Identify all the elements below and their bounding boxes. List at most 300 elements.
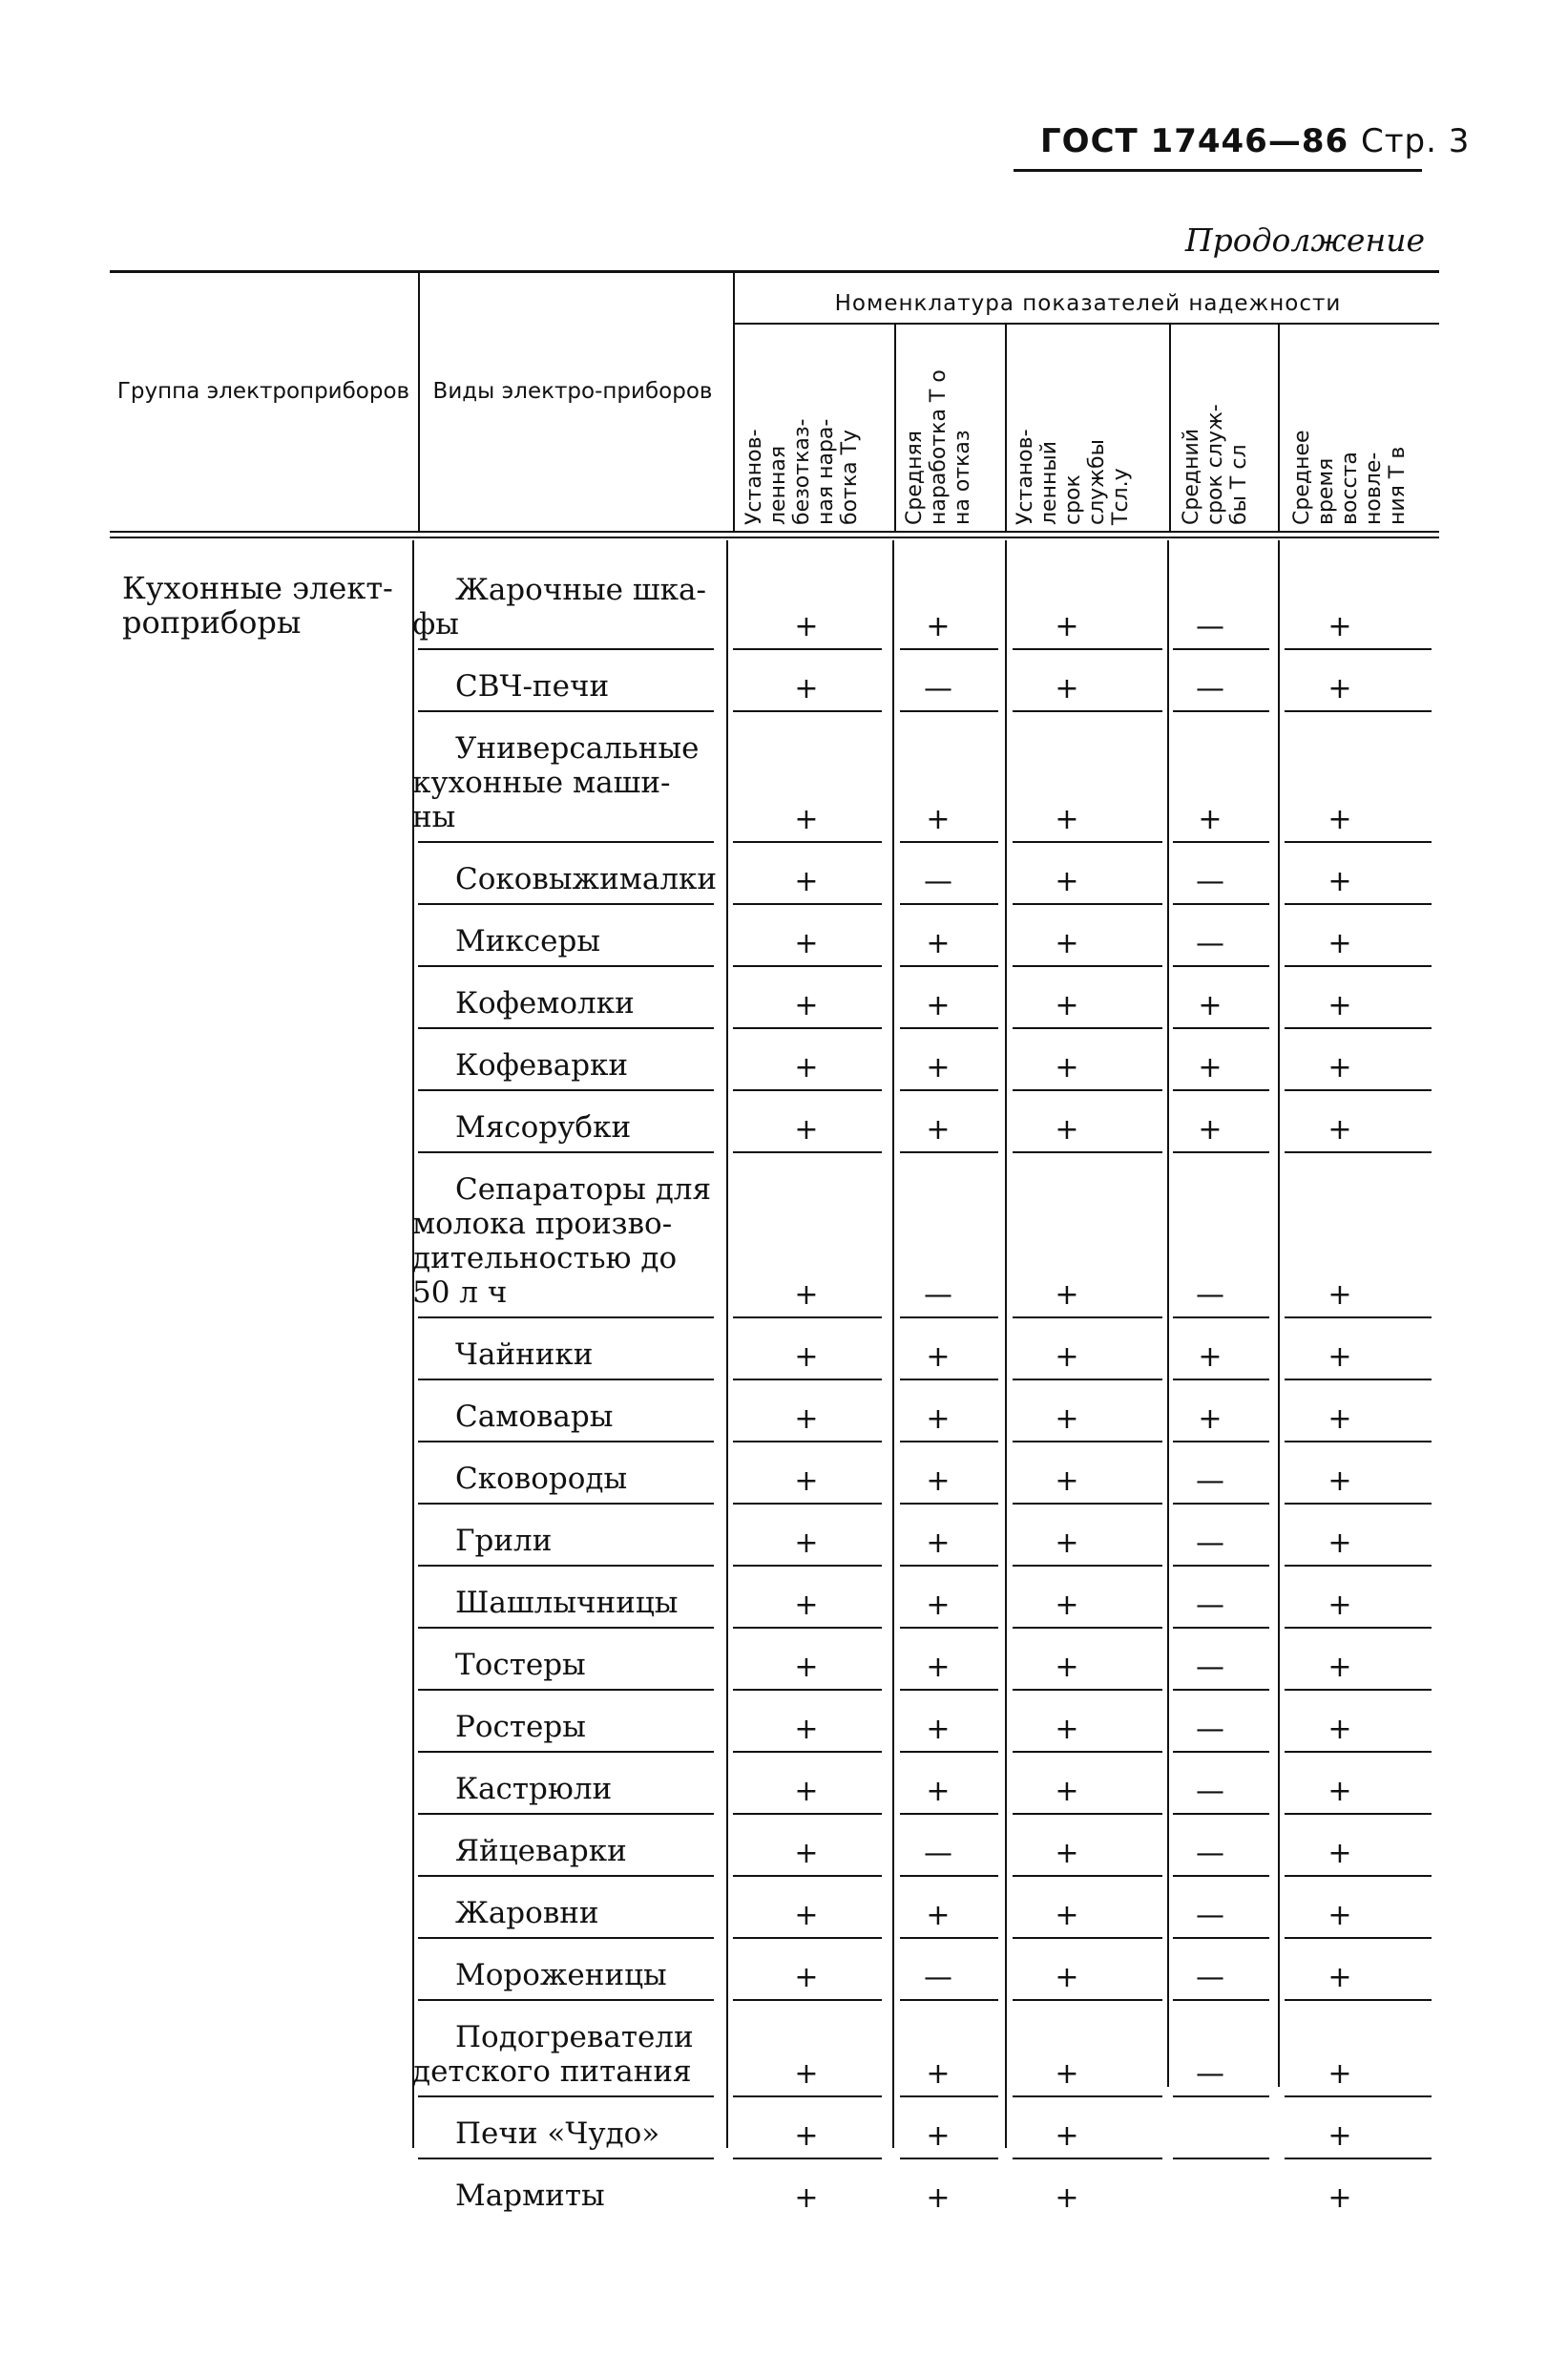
row-rule bbox=[1013, 1151, 1162, 1153]
mark-cell: + bbox=[1328, 2119, 1352, 2153]
row-rule bbox=[1285, 1999, 1432, 2001]
mark-cell: + bbox=[1055, 1113, 1079, 1147]
row-rule bbox=[900, 1689, 998, 1691]
nomenclature-header: Номенклатура показателей надежности bbox=[834, 291, 1342, 316]
row-rule bbox=[1285, 2158, 1432, 2159]
nomenclature-rule bbox=[733, 323, 1439, 325]
row-rule bbox=[418, 841, 714, 843]
mark-cell: — bbox=[1196, 2057, 1224, 2091]
mark-cell: + bbox=[794, 2181, 819, 2215]
row-name-line: Жарочные шка- bbox=[455, 573, 707, 607]
row-name bbox=[412, 1172, 718, 1310]
mark-cell: + bbox=[794, 1278, 819, 1312]
row-name bbox=[412, 1048, 718, 1083]
indicator-header-3: Установ- ленный срок службы Тсл.у bbox=[1014, 429, 1133, 525]
row-rule bbox=[1285, 648, 1432, 650]
row-rule bbox=[900, 965, 998, 967]
mark-cell: + bbox=[1055, 989, 1079, 1022]
row-rule bbox=[733, 903, 882, 905]
header-underline bbox=[1014, 169, 1422, 172]
col-divider-header-2 bbox=[733, 273, 735, 531]
row-rule bbox=[1173, 1379, 1269, 1380]
row-name-line: Печи «Чудо» bbox=[455, 2116, 660, 2151]
row-rule bbox=[1013, 2158, 1162, 2159]
row-rule bbox=[418, 1379, 714, 1380]
row-rule bbox=[1173, 1627, 1269, 1629]
row-name-line: Сковороды bbox=[455, 1462, 628, 1496]
row-name-line: Шашлычницы bbox=[455, 1586, 679, 1620]
mark-cell: + bbox=[794, 1051, 819, 1084]
row-rule bbox=[1013, 1689, 1162, 1691]
group-name bbox=[122, 571, 408, 640]
row-rule bbox=[418, 2095, 714, 2097]
mark-cell: + bbox=[926, 927, 951, 960]
mark-cell: + bbox=[1055, 1961, 1079, 1994]
mark-cell: + bbox=[926, 1775, 951, 1808]
mark-cell: + bbox=[1328, 1402, 1352, 1436]
row-rule bbox=[1013, 710, 1162, 712]
row-rule bbox=[733, 2158, 882, 2159]
row-rule bbox=[418, 2158, 714, 2159]
mark-cell: + bbox=[1328, 927, 1352, 960]
row-rule bbox=[733, 1441, 882, 1442]
mark-cell: + bbox=[926, 1340, 951, 1374]
row-rule bbox=[1013, 1503, 1162, 1505]
row-rule bbox=[1013, 1813, 1162, 1815]
row-rule bbox=[733, 1689, 882, 1691]
row-name bbox=[412, 1524, 718, 1558]
mark-cell: + bbox=[926, 1402, 951, 1436]
mark-cell: + bbox=[1055, 1775, 1079, 1808]
row-name bbox=[412, 1462, 718, 1496]
row-rule bbox=[418, 648, 714, 650]
row-name-line: дительностью до bbox=[412, 1241, 678, 1275]
indicator-header-1: Установ- ленная безотказ- ная нара- ботка Ту bbox=[742, 418, 862, 525]
row-rule bbox=[418, 1316, 714, 1318]
mark-cell: + bbox=[794, 865, 819, 898]
row-name-line: ны bbox=[412, 800, 456, 834]
row-rule bbox=[900, 1441, 998, 1442]
row-rule bbox=[418, 903, 714, 905]
row-rule bbox=[1173, 1999, 1269, 2001]
row-rule bbox=[1013, 965, 1162, 967]
row-rule bbox=[900, 648, 998, 650]
col-divider-header-6 bbox=[1278, 325, 1280, 531]
row-rule bbox=[1285, 1089, 1432, 1091]
row-rule bbox=[1173, 1089, 1269, 1091]
row-name-line: детского питания bbox=[412, 2054, 692, 2089]
row-rule bbox=[1173, 1441, 1269, 1442]
row-rule bbox=[733, 710, 882, 712]
mark-cell: — bbox=[1196, 1775, 1224, 1808]
mark-cell: + bbox=[1055, 1837, 1079, 1870]
row-rule bbox=[733, 1503, 882, 1505]
indicator-header-2: Средняя наработка Т о на отказ bbox=[903, 369, 974, 525]
row-rule bbox=[1173, 841, 1269, 843]
mark-cell: + bbox=[1328, 1899, 1352, 1932]
col-divider-body-6 bbox=[1278, 540, 1280, 2087]
mark-cell: + bbox=[1328, 1713, 1352, 1746]
row-rule bbox=[733, 1089, 882, 1091]
row-rule bbox=[900, 1751, 998, 1753]
row-rule bbox=[1285, 1565, 1432, 1567]
col-divider-header-5 bbox=[1169, 325, 1171, 531]
row-name bbox=[412, 1110, 718, 1145]
mark-cell: + bbox=[926, 1051, 951, 1084]
indicator-header-4: Средний срок служ- бы Т сл bbox=[1180, 404, 1251, 525]
mark-cell: + bbox=[1055, 1526, 1079, 1560]
row-rule bbox=[418, 1627, 714, 1629]
row-rule bbox=[1013, 1027, 1162, 1029]
row-name bbox=[412, 1586, 718, 1620]
row-rule bbox=[900, 710, 998, 712]
row-rule bbox=[733, 1027, 882, 1029]
row-name-line: Мармиты bbox=[455, 2179, 605, 2213]
row-rule bbox=[1173, 2158, 1269, 2159]
row-name bbox=[412, 862, 718, 896]
row-rule bbox=[733, 965, 882, 967]
mark-cell: + bbox=[1328, 1051, 1352, 1084]
row-rule bbox=[1285, 1875, 1432, 1877]
row-rule bbox=[900, 1379, 998, 1380]
row-rule bbox=[1285, 1151, 1432, 1153]
row-rule bbox=[1013, 1379, 1162, 1380]
row-name-line: Кастрюли bbox=[455, 1772, 613, 1806]
header-rule-2 bbox=[110, 537, 1439, 538]
mark-cell: + bbox=[794, 1651, 819, 1684]
row-rule bbox=[1013, 2095, 1162, 2097]
row-name-line: Соковыжималки bbox=[455, 862, 718, 896]
page-number: Стр. 3 bbox=[1361, 122, 1471, 160]
row-rule bbox=[733, 1379, 882, 1380]
row-name-line: Грили bbox=[455, 1524, 553, 1558]
mark-cell: + bbox=[794, 1464, 819, 1498]
row-rule bbox=[418, 1565, 714, 1567]
mark-cell: + bbox=[1328, 1340, 1352, 1374]
mark-cell: — bbox=[1196, 1837, 1224, 1870]
mark-cell: + bbox=[1328, 2057, 1352, 2091]
row-rule bbox=[1285, 1441, 1432, 1442]
mark-cell: + bbox=[1328, 803, 1352, 836]
row-name-line: Кофемолки bbox=[455, 986, 635, 1021]
row-rule bbox=[1013, 648, 1162, 650]
row-name-line: СВЧ-печи bbox=[455, 669, 610, 704]
mark-cell: + bbox=[794, 989, 819, 1022]
row-rule bbox=[418, 710, 714, 712]
row-rule bbox=[900, 1627, 998, 1629]
mark-cell: — bbox=[1196, 1278, 1224, 1312]
mark-cell: + bbox=[794, 1340, 819, 1374]
mark-cell: + bbox=[926, 1899, 951, 1932]
mark-cell: + bbox=[926, 2057, 951, 2091]
row-rule bbox=[1173, 1151, 1269, 1153]
row-rule bbox=[1173, 1813, 1269, 1815]
row-name-line: Кофеварки bbox=[455, 1048, 629, 1083]
row-rule bbox=[1285, 1751, 1432, 1753]
row-rule bbox=[418, 1151, 714, 1153]
row-name bbox=[412, 1834, 718, 1868]
mark-cell: — bbox=[924, 1837, 952, 1870]
mark-cell: + bbox=[794, 1402, 819, 1436]
mark-cell: + bbox=[1055, 927, 1079, 960]
mark-cell: — bbox=[924, 672, 952, 705]
col-divider-header-1 bbox=[418, 273, 420, 531]
row-rule bbox=[900, 1151, 998, 1153]
standard-number: ГОСТ 17446—86 bbox=[1040, 122, 1349, 160]
row-rule bbox=[900, 1565, 998, 1567]
mark-cell: — bbox=[924, 865, 952, 898]
row-rule bbox=[900, 1999, 998, 2001]
mark-cell: + bbox=[1055, 1402, 1079, 1436]
row-rule bbox=[418, 1441, 714, 1442]
row-rule bbox=[900, 841, 998, 843]
mark-cell: + bbox=[1198, 1113, 1223, 1147]
row-name bbox=[412, 1896, 718, 1930]
row-rule bbox=[733, 1999, 882, 2001]
mark-cell: — bbox=[1196, 865, 1224, 898]
mark-cell: + bbox=[794, 1113, 819, 1147]
mark-cell: — bbox=[1196, 1526, 1224, 1560]
row-rule bbox=[900, 1503, 998, 1505]
row-rule bbox=[733, 1813, 882, 1815]
mark-cell: + bbox=[1328, 672, 1352, 705]
mark-cell: + bbox=[926, 1113, 951, 1147]
row-name bbox=[412, 1958, 718, 1992]
row-rule bbox=[733, 1875, 882, 1877]
row-name-line: Жаровни bbox=[455, 1896, 599, 1930]
row-rule bbox=[733, 1565, 882, 1567]
row-rule bbox=[733, 648, 882, 650]
mark-cell: + bbox=[1328, 1961, 1352, 1994]
mark-cell: + bbox=[794, 1713, 819, 1746]
types-column-header-text: Виды электро-приборов bbox=[432, 379, 713, 404]
mark-cell: + bbox=[926, 1464, 951, 1498]
row-rule bbox=[900, 1813, 998, 1815]
mark-cell: + bbox=[794, 803, 819, 836]
row-rule bbox=[1173, 2095, 1269, 2097]
mark-cell: — bbox=[1196, 1713, 1224, 1746]
mark-cell: + bbox=[1055, 1651, 1079, 1684]
mark-cell: + bbox=[1198, 1402, 1223, 1436]
row-name-line: Универсальные bbox=[455, 731, 700, 766]
row-rule bbox=[733, 1316, 882, 1318]
mark-cell: + bbox=[926, 2181, 951, 2215]
row-rule bbox=[1173, 1937, 1269, 1939]
row-rule bbox=[1173, 965, 1269, 967]
mark-cell: + bbox=[1055, 2057, 1079, 2091]
row-name bbox=[412, 2020, 718, 2089]
row-rule bbox=[733, 1151, 882, 1153]
row-rule bbox=[1013, 1316, 1162, 1318]
row-rule bbox=[733, 841, 882, 843]
mark-cell: + bbox=[1198, 1340, 1223, 1374]
row-name bbox=[412, 669, 718, 704]
mark-cell: + bbox=[1055, 1278, 1079, 1312]
row-name-line: Самовары bbox=[455, 1400, 614, 1434]
row-rule bbox=[733, 2095, 882, 2097]
row-rule bbox=[900, 2158, 998, 2159]
row-name-line: Ростеры bbox=[455, 1710, 586, 1744]
mark-cell: — bbox=[1196, 672, 1224, 705]
row-rule bbox=[1013, 1627, 1162, 1629]
col-divider-body-5 bbox=[1167, 540, 1169, 2087]
row-rule bbox=[1013, 1751, 1162, 1753]
row-name bbox=[412, 2179, 718, 2213]
mark-cell: + bbox=[926, 1589, 951, 1622]
row-rule bbox=[1013, 841, 1162, 843]
row-name-line: молока произво- bbox=[412, 1207, 673, 1241]
row-rule bbox=[418, 1503, 714, 1505]
row-name bbox=[412, 573, 718, 642]
mark-cell: — bbox=[924, 1961, 952, 1994]
row-rule bbox=[900, 903, 998, 905]
row-rule bbox=[418, 1751, 714, 1753]
row-rule bbox=[1013, 1565, 1162, 1567]
row-rule bbox=[900, 1027, 998, 1029]
mark-cell: + bbox=[1055, 2119, 1079, 2153]
mark-cell: + bbox=[1198, 803, 1223, 836]
page-header bbox=[1040, 122, 1470, 160]
col-divider-body-2 bbox=[726, 540, 728, 2148]
mark-cell: + bbox=[794, 1899, 819, 1932]
mark-cell: + bbox=[1055, 1899, 1079, 1932]
mark-cell: + bbox=[1055, 1340, 1079, 1374]
mark-cell: + bbox=[1055, 1464, 1079, 1498]
continuation-label: Продолжение bbox=[1184, 221, 1425, 259]
row-rule bbox=[1285, 1937, 1432, 1939]
row-rule bbox=[418, 1813, 714, 1815]
mark-cell: + bbox=[794, 1837, 819, 1870]
row-rule bbox=[1285, 903, 1432, 905]
row-rule bbox=[1013, 903, 1162, 905]
col-divider-body-3 bbox=[892, 540, 894, 2148]
mark-cell: — bbox=[924, 1278, 952, 1312]
mark-cell: + bbox=[794, 2057, 819, 2091]
row-rule bbox=[733, 1937, 882, 1939]
mark-cell: + bbox=[1328, 1113, 1352, 1147]
row-rule bbox=[900, 1875, 998, 1877]
col-divider-header-3 bbox=[894, 325, 896, 531]
mark-cell: + bbox=[1328, 1526, 1352, 1560]
mark-cell: + bbox=[1055, 672, 1079, 705]
row-name-line: Сепараторы для bbox=[455, 1172, 712, 1207]
mark-cell: + bbox=[926, 1651, 951, 1684]
mark-cell: + bbox=[794, 1589, 819, 1622]
mark-cell: + bbox=[1328, 989, 1352, 1022]
row-rule bbox=[418, 1875, 714, 1877]
row-name bbox=[412, 1710, 718, 1744]
row-rule bbox=[900, 2095, 998, 2097]
row-rule bbox=[1013, 1089, 1162, 1091]
row-name-line: Чайники bbox=[455, 1337, 594, 1372]
mark-cell: + bbox=[794, 1961, 819, 1994]
mark-cell: + bbox=[926, 610, 951, 643]
mark-cell: + bbox=[1328, 1589, 1352, 1622]
row-rule bbox=[1285, 710, 1432, 712]
row-rule bbox=[1285, 1027, 1432, 1029]
row-name bbox=[412, 731, 718, 834]
row-name-line: Миксеры bbox=[455, 924, 601, 958]
row-rule bbox=[418, 1027, 714, 1029]
row-rule bbox=[1173, 1875, 1269, 1877]
row-name-line: 50 л ч bbox=[412, 1275, 508, 1310]
mark-cell: + bbox=[1328, 865, 1352, 898]
row-name bbox=[412, 924, 718, 958]
row-rule bbox=[900, 1937, 998, 1939]
mark-cell: — bbox=[1196, 1464, 1224, 1498]
mark-cell: — bbox=[1196, 927, 1224, 960]
mark-cell: + bbox=[1198, 1051, 1223, 1084]
row-rule bbox=[1013, 1937, 1162, 1939]
row-name-line: Яйцеварки bbox=[455, 1834, 627, 1868]
row-rule bbox=[900, 1089, 998, 1091]
row-rule bbox=[1285, 1503, 1432, 1505]
row-rule bbox=[418, 1089, 714, 1091]
row-rule bbox=[418, 1689, 714, 1691]
col-divider-header-4 bbox=[1005, 325, 1007, 531]
group-column-header-text: Группа электроприборов bbox=[116, 379, 410, 404]
row-rule bbox=[1285, 1316, 1432, 1318]
mark-cell: + bbox=[794, 927, 819, 960]
group-name-line-2: роприборы bbox=[122, 604, 302, 641]
mark-cell: + bbox=[926, 1713, 951, 1746]
mark-cell: + bbox=[1328, 1775, 1352, 1808]
row-rule bbox=[418, 1999, 714, 2001]
row-name bbox=[412, 2116, 718, 2151]
indicator-header-5: Среднее время восста новле- ния Т в bbox=[1290, 430, 1410, 525]
row-name-line: Тостеры bbox=[455, 1648, 586, 1682]
row-rule bbox=[1285, 1813, 1432, 1815]
row-rule bbox=[1013, 1875, 1162, 1877]
mark-cell: + bbox=[926, 2119, 951, 2153]
row-name-line: Мороженицы bbox=[455, 1958, 667, 1992]
mark-cell: + bbox=[1328, 1651, 1352, 1684]
mark-cell: + bbox=[794, 610, 819, 643]
group-column-header bbox=[115, 380, 412, 404]
mark-cell: + bbox=[1198, 989, 1223, 1022]
row-name bbox=[412, 1400, 718, 1434]
row-rule bbox=[1285, 1689, 1432, 1691]
row-rule bbox=[1285, 2095, 1432, 2097]
row-name bbox=[412, 986, 718, 1021]
mark-cell: + bbox=[926, 989, 951, 1022]
row-rule bbox=[1173, 1316, 1269, 1318]
mark-cell: + bbox=[926, 803, 951, 836]
row-rule bbox=[1173, 648, 1269, 650]
row-rule bbox=[1173, 1751, 1269, 1753]
row-rule bbox=[733, 1751, 882, 1753]
mark-cell: — bbox=[1196, 1589, 1224, 1622]
row-rule bbox=[900, 1316, 998, 1318]
mark-cell: + bbox=[1055, 865, 1079, 898]
mark-cell: — bbox=[1196, 1961, 1224, 1994]
row-rule bbox=[1173, 710, 1269, 712]
header-rule-1 bbox=[110, 531, 1439, 533]
row-rule bbox=[1173, 1027, 1269, 1029]
row-rule bbox=[418, 1937, 714, 1939]
mark-cell: + bbox=[1328, 1837, 1352, 1870]
mark-cell: — bbox=[1196, 1651, 1224, 1684]
mark-cell: + bbox=[1328, 610, 1352, 643]
mark-cell: — bbox=[1196, 610, 1224, 643]
row-rule bbox=[1285, 1627, 1432, 1629]
row-rule bbox=[1173, 1503, 1269, 1505]
row-name bbox=[412, 1337, 718, 1372]
row-rule bbox=[1285, 841, 1432, 843]
table-top-rule bbox=[110, 270, 1439, 273]
mark-cell: + bbox=[794, 672, 819, 705]
mark-cell: + bbox=[1055, 1713, 1079, 1746]
